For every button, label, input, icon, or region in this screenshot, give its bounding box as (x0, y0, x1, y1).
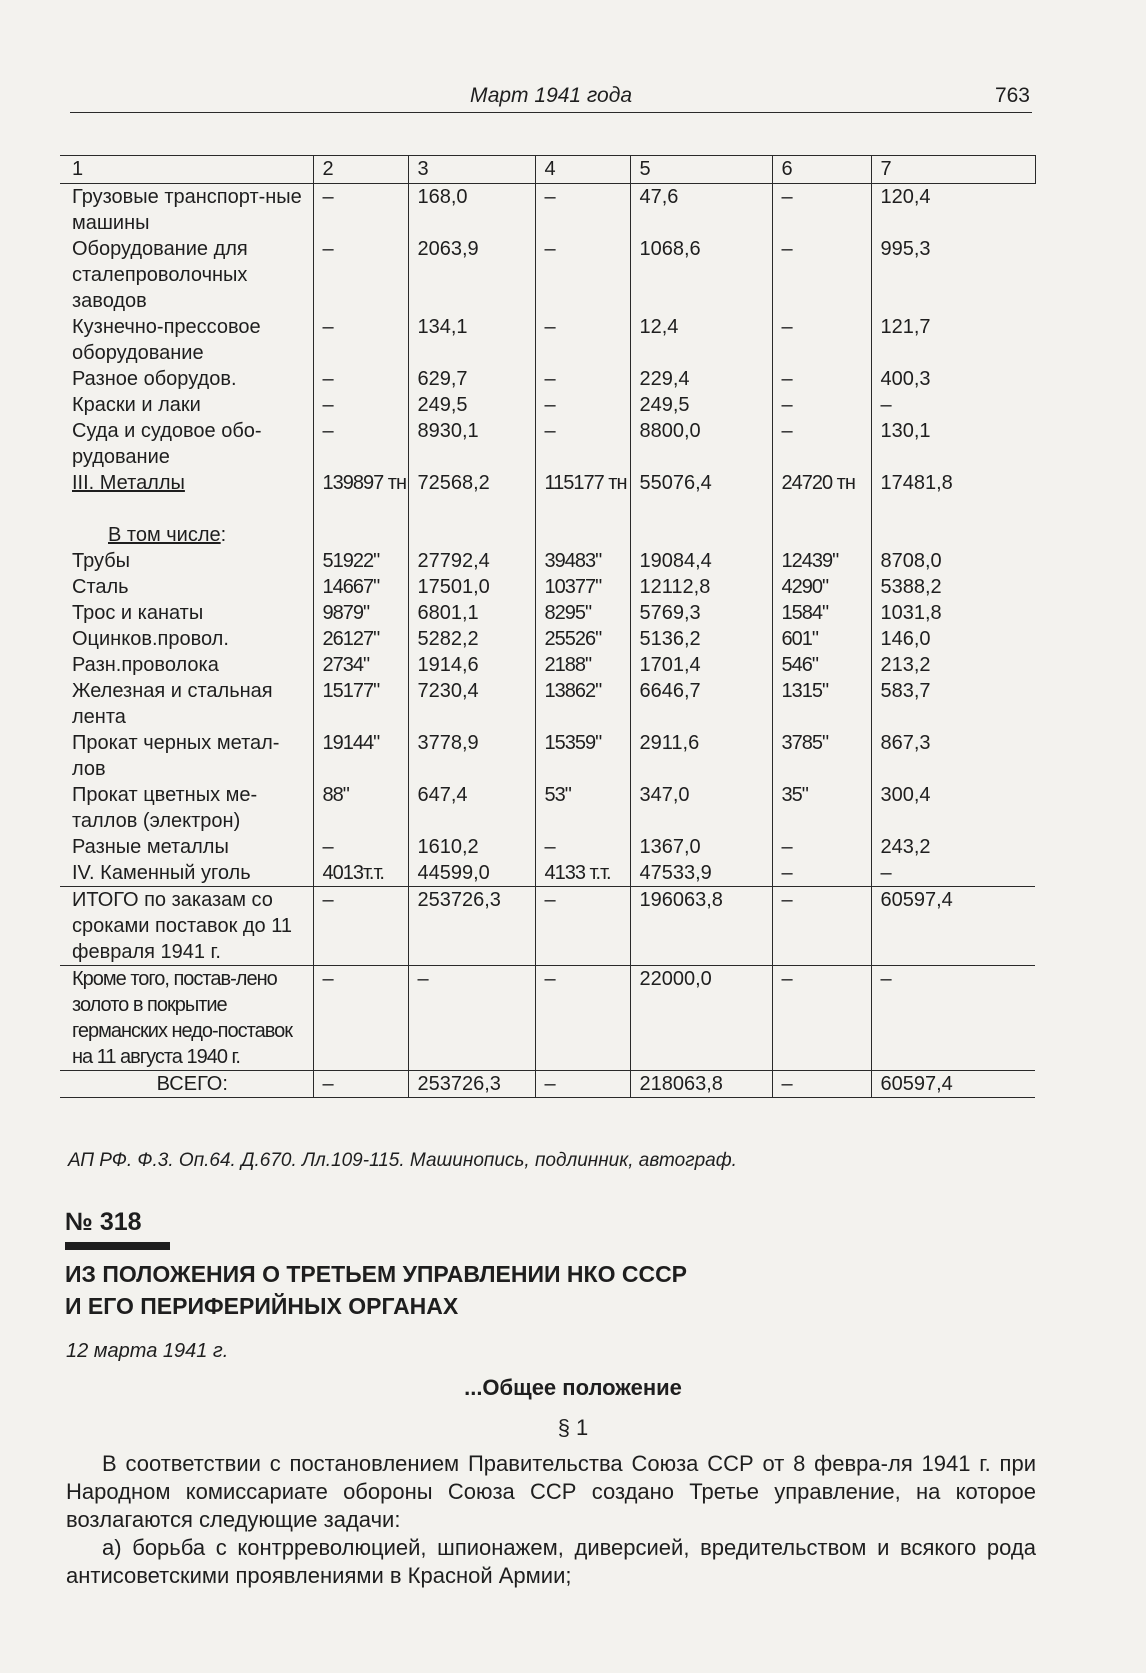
table-cell: – (313, 236, 408, 314)
table-cell: 51922" (313, 548, 408, 574)
column-header: 5 (630, 156, 772, 184)
table-cell: 2063,9 (408, 236, 535, 314)
table-cell: 3778,9 (408, 730, 535, 782)
paragraph-mark: § 1 (557, 1415, 589, 1440)
table-cell: 8295" (535, 600, 630, 626)
table-cell: – (772, 184, 871, 237)
table-row (60, 652, 1035, 678)
table-cell: 253726,3 (408, 887, 535, 966)
table-cell: – (772, 887, 871, 966)
table-cell: – (313, 887, 408, 966)
document-title-line: ИЗ ПОЛОЖЕНИЯ О ТРЕТЬЕМ УПРАВЛЕНИИ НКО СССР (65, 1261, 688, 1287)
table-cell: – (313, 834, 408, 860)
table-cell: 995,3 (871, 236, 1035, 314)
table-cell: 243,2 (871, 834, 1035, 860)
table-cell: – (772, 314, 871, 366)
running-header (70, 84, 1032, 113)
table-cell: 5769,3 (630, 600, 772, 626)
column-header: 4 (535, 156, 630, 184)
row-label: Кроме того, постав-лено золото в покрытие германских недо-поставок на 11 августа 1940 г. (60, 966, 313, 1071)
table-cell: 196063,8 (630, 887, 772, 966)
table-cell: 47,6 (630, 184, 772, 237)
table-cell: 27792,4 (408, 548, 535, 574)
table-cell: – (535, 314, 630, 366)
table-cell: 10377" (535, 574, 630, 600)
table-cell: 39483" (535, 548, 630, 574)
table-cell: 218063,8 (630, 1071, 772, 1098)
table-cell: 6801,1 (408, 600, 535, 626)
table-row (60, 626, 1035, 652)
table-cell: – (313, 314, 408, 366)
table-cell: 17501,0 (408, 574, 535, 600)
table-cell: 213,2 (871, 652, 1035, 678)
table-cell: – (772, 392, 871, 418)
table-row (60, 574, 1035, 600)
table-cell: 60597,4 (871, 887, 1035, 966)
table-cell: 168,0 (408, 184, 535, 237)
row-label: Оцинков.провол. (72, 628, 229, 650)
table-cell: – (772, 1071, 871, 1098)
table-cell: 5388,2 (871, 574, 1035, 600)
table-cell: 2188" (535, 652, 630, 678)
row-label: IV. Каменный уголь (72, 862, 251, 884)
table-cell: – (535, 966, 630, 1071)
table-header-row (60, 156, 1035, 184)
table-row (60, 678, 1035, 730)
table-cell: – (871, 860, 1035, 887)
table-cell: – (313, 184, 408, 237)
table-cell: – (772, 236, 871, 314)
row-label: Трубы (72, 550, 131, 572)
table-cell: – (408, 966, 535, 1071)
table-cell: 88" (313, 782, 408, 834)
table-cell: 347,0 (630, 782, 772, 834)
row-label: Разные металлы (72, 836, 229, 858)
table-cell: 115177 тн (535, 470, 630, 548)
heading-rule (65, 1242, 170, 1250)
table-cell: – (535, 834, 630, 860)
table-cell: 583,7 (871, 678, 1035, 730)
table-row (60, 548, 1035, 574)
table-cell: 8800,0 (630, 418, 772, 470)
table-cell: 130,1 (871, 418, 1035, 470)
document-title (65, 1258, 687, 1322)
table-cell: 19084,4 (630, 548, 772, 574)
table-cell: 13862" (535, 678, 630, 730)
table-cell: – (535, 366, 630, 392)
row-label: Грузовые транспорт-ные машины (72, 186, 302, 234)
document-number: № 318 (65, 1208, 142, 1236)
table-row-metals (60, 470, 1035, 548)
table-cell: 134,1 (408, 314, 535, 366)
table-cell: 8930,1 (408, 418, 535, 470)
table-cell: 300,4 (871, 782, 1035, 834)
table-cell: 1031,8 (871, 600, 1035, 626)
table-cell: 629,7 (408, 366, 535, 392)
table-cell: – (772, 366, 871, 392)
column-header: 6 (772, 156, 871, 184)
table-row-krome (60, 966, 1035, 1071)
table-cell: 53" (535, 782, 630, 834)
table-cell: – (313, 418, 408, 470)
document-body (66, 1450, 1036, 1590)
table-cell: 146,0 (871, 626, 1035, 652)
table-cell: 15177" (313, 678, 408, 730)
document-date: 12 марта 1941 г. (66, 1340, 229, 1362)
table-cell: 3785" (772, 730, 871, 782)
table-cell: 249,5 (408, 392, 535, 418)
table-cell: 1315" (772, 678, 871, 730)
table-row (60, 236, 1035, 314)
table-row (60, 184, 1035, 237)
table-cell: 4013т.т. (313, 860, 408, 887)
table-cell: – (535, 184, 630, 237)
row-label: Железная и стальная лента (72, 680, 273, 728)
table-cell: – (535, 236, 630, 314)
row-label (60, 470, 313, 548)
table-cell: 1584" (772, 600, 871, 626)
column-header: 2 (313, 156, 408, 184)
table-cell: 8708,0 (871, 548, 1035, 574)
page-number: 763 (994, 84, 1030, 107)
table-cell: 1610,2 (408, 834, 535, 860)
table-cell: 19144" (313, 730, 408, 782)
body-paragraph: а) борьба с контрреволюцией, шпионажем, диверсией, вредительством и всякого рода антисоветскими проявлениями в Красной Армии; (66, 1535, 1036, 1588)
table-cell: 5282,2 (408, 626, 535, 652)
table-cell: – (772, 834, 871, 860)
column-header: 1 (60, 156, 313, 184)
trade-table (60, 155, 1036, 1098)
row-label: Разн.проволока (72, 654, 219, 676)
section-heading: ...Общее положение (464, 1375, 682, 1400)
table-cell: 647,4 (408, 782, 535, 834)
table-row (60, 392, 1035, 418)
row-label: Краски и лаки (72, 394, 201, 416)
table-row (60, 600, 1035, 626)
table-cell: 35" (772, 782, 871, 834)
table-cell: 55076,4 (630, 470, 772, 548)
table-cell: 12112,8 (630, 574, 772, 600)
table-row-vsego (60, 1071, 1035, 1098)
table-cell: – (313, 366, 408, 392)
table-cell: 44599,0 (408, 860, 535, 887)
table-cell: – (772, 966, 871, 1071)
row-label: Кузнечно-прессовое оборудование (72, 316, 261, 364)
table-cell: 400,3 (871, 366, 1035, 392)
table-row (60, 834, 1035, 860)
table-cell: 25526" (535, 626, 630, 652)
table-cell: 546" (772, 652, 871, 678)
table-row (60, 860, 1035, 887)
table-cell: 1914,6 (408, 652, 535, 678)
table-cell: 22000,0 (630, 966, 772, 1071)
table-cell: – (535, 1071, 630, 1098)
table-cell: 9879" (313, 600, 408, 626)
row-label: Разное оборудов. (72, 368, 237, 390)
table-cell: 5136,2 (630, 626, 772, 652)
document-title-line: И ЕГО ПЕРИФЕРИЙНЫХ ОРГАНАХ (65, 1293, 459, 1319)
column-header: 7 (871, 156, 1035, 184)
table-cell: 120,4 (871, 184, 1035, 237)
table-cell: – (871, 966, 1035, 1071)
table-row (60, 418, 1035, 470)
table-cell: 24720 тн (772, 470, 871, 548)
table-cell: – (535, 392, 630, 418)
table-cell: 17481,8 (871, 470, 1035, 548)
table-cell: – (535, 418, 630, 470)
column-header: 3 (408, 156, 535, 184)
row-label: ИТОГО по заказам со сроками поставок до 11 февраля 1941 г. (60, 887, 313, 966)
table-cell: 1068,6 (630, 236, 772, 314)
table-cell: – (313, 392, 408, 418)
table-cell: 14667" (313, 574, 408, 600)
table-cell: – (313, 1071, 408, 1098)
table-cell: 4290" (772, 574, 871, 600)
row-label: Суда и судовое обо-рудование (72, 420, 262, 468)
row-label: Оборудование для сталепроволочных заводов (72, 238, 248, 312)
table-row-itogo (60, 887, 1035, 966)
table-cell: 1367,0 (630, 834, 772, 860)
table-cell: 12,4 (630, 314, 772, 366)
table-cell: 253726,3 (408, 1071, 535, 1098)
table-cell: 139897 тн (313, 470, 408, 548)
table-cell: – (772, 860, 871, 887)
row-label: Трос и канаты (72, 602, 204, 624)
archive-source: АП РФ. Ф.3. Оп.64. Д.670. Лл.109-115. Машинопись, подлинник, автограф. (68, 1150, 737, 1171)
table-cell: 4133 т.т. (535, 860, 630, 887)
table-cell: 7230,4 (408, 678, 535, 730)
running-title: Март 1941 года (469, 84, 633, 107)
table-row (60, 782, 1035, 834)
table-cell: 72568,2 (408, 470, 535, 548)
table-cell: 229,4 (630, 366, 772, 392)
body-paragraph: В соответствии с постановлением Правительства Союза ССР от 8 февра-ля 1941 г. при Народном комиссариате обороны Союза ССР создано Третье управление, на которое возлагаются следующие задачи: (66, 1451, 1036, 1532)
table-cell: 47533,9 (630, 860, 772, 887)
table-cell: 249,5 (630, 392, 772, 418)
table-cell: 60597,4 (871, 1071, 1035, 1098)
table-cell: 1701,4 (630, 652, 772, 678)
row-label: Прокат цветных ме-таллов (электрон) (72, 784, 258, 832)
table-cell: 15359" (535, 730, 630, 782)
table-cell: – (772, 418, 871, 470)
table-cell: 12439" (772, 548, 871, 574)
table-cell: 6646,7 (630, 678, 772, 730)
table-cell: – (535, 887, 630, 966)
row-label: Сталь (72, 576, 129, 598)
table-row (60, 730, 1035, 782)
table-row (60, 366, 1035, 392)
row-label: Прокат черных метал-лов (72, 732, 280, 780)
table-cell: 601" (772, 626, 871, 652)
row-label: ВСЕГО: (60, 1071, 313, 1098)
subheading: В том числе: (108, 524, 227, 546)
subheading-text: В том числе (108, 524, 221, 546)
table-cell: 2734" (313, 652, 408, 678)
table-cell: 121,7 (871, 314, 1035, 366)
table-cell: 26127" (313, 626, 408, 652)
table-cell: – (871, 392, 1035, 418)
table-row (60, 314, 1035, 366)
table-cell: 867,3 (871, 730, 1035, 782)
table-cell: 2911,6 (630, 730, 772, 782)
metals-label: III. Металлы (72, 472, 185, 494)
table-cell: – (313, 966, 408, 1071)
